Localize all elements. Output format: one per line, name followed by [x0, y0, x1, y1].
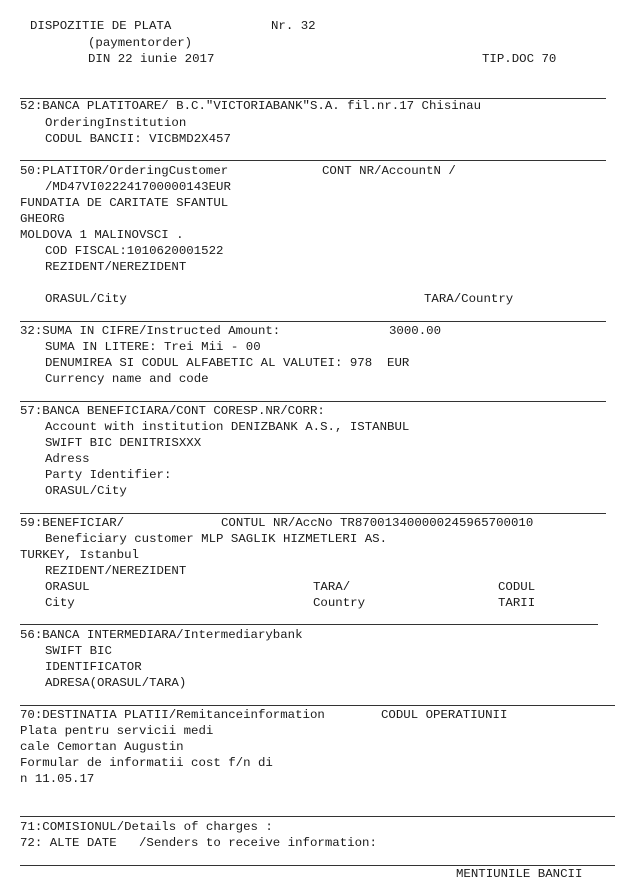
field57-city: ORASUL/City [45, 484, 127, 498]
field57-adress: Adress [45, 452, 90, 466]
field70-remittance-label: 70:DESTINATIA PLATII/Remitanceinformation [20, 708, 325, 722]
field56-identifier: IDENTIFICATOR [45, 660, 142, 674]
field50-address: MOLDOVA 1 MALINOVSCI . [20, 228, 184, 242]
field50-account: /MD47VI022241700000143EUR [45, 180, 231, 194]
field70-line3: Formular de informatii cost f/n di [20, 756, 273, 770]
field52-ordering-bank: 52:BANCA PLATITOARE/ B.C."VICTORIABANK"S.A. fil.nr.17 Chisinau [20, 99, 482, 113]
field59-location: TURKEY, Istanbul [20, 548, 139, 562]
field56-intermediary-bank: 56:BANCA INTERMEDIARA/Intermediarybank [20, 628, 303, 642]
field50-name-line1: FUNDATIA DE CARITATE SFANTUL [20, 196, 229, 210]
field50-resident: REZIDENT/NEREZIDENT [45, 260, 187, 274]
document-number: Nr. 32 [271, 19, 316, 33]
field71-charges: 71:COMISIONUL/Details of charges : [20, 820, 273, 834]
field50-fiscal-code: COD FISCAL:1010620001522 [45, 244, 224, 258]
field59-account: CONTUL NR/AccNo TR870013400000245965700010 [221, 516, 534, 530]
field70-line1: Plata pentru servicii medi [20, 724, 214, 738]
field50-name-line2: GHEORG [20, 212, 65, 226]
field57-party-identifier: Party Identifier: [45, 468, 172, 482]
field50-city: ORASUL/City [45, 292, 127, 306]
field32-currency: DENUMIREA SI CODUL ALFABETIC AL VALUTEI: 978 EUR [45, 356, 410, 370]
field72-other-data: 72: ALTE DATE /Senders to receive information: [20, 836, 377, 850]
field57-beneficiary-bank: 57:BANCA BENEFICIARA/CONT CORESP.NR/CORR: [20, 404, 325, 418]
field59-city: City [45, 596, 75, 610]
divider [20, 160, 606, 161]
field32-currency-en: Currency name and code [45, 372, 209, 386]
field56-swift: SWIFT BIC [45, 644, 112, 658]
field70-operation-code: CODUL OPERATIUNII [381, 708, 508, 722]
field32-amount: 3000.00 [389, 324, 442, 338]
bank-notes-label: MENTIUNILE BANCII [456, 867, 583, 881]
field59-codul: CODUL [498, 580, 536, 594]
field56-address: ADRESA(ORASUL/TARA) [45, 676, 187, 690]
field50-payer-label: 50:PLATITOR/OrderingCustomer [20, 164, 229, 178]
field70-line2: cale Cemortan Augustin [20, 740, 184, 754]
divider [20, 321, 606, 322]
field32-amount-words: SUMA IN LITERE: Trei Mii - 00 [45, 340, 261, 354]
field52-ordering-institution: OrderingInstitution [45, 116, 187, 130]
field32-amount-label: 32:SUMA IN CIFRE/Instructed Amount: [20, 324, 281, 338]
field50-account-label: CONT NR/AccountN / [322, 164, 456, 178]
divider [20, 816, 615, 817]
field70-line4: n 11.05.17 [20, 772, 95, 786]
field59-tara: TARA/ [313, 580, 351, 594]
document-title: DISPOZITIE DE PLATA [30, 19, 172, 33]
divider [20, 705, 615, 706]
document-type: TIP.DOC 70 [482, 52, 557, 66]
field59-beneficiary-label: 59:BENEFICIAR/ [20, 516, 125, 530]
document-date: DIN 22 iunie 2017 [88, 52, 215, 66]
field59-orasul: ORASUL [45, 580, 90, 594]
field50-country: TARA/Country [424, 292, 514, 306]
field57-account-with: Account with institution DENIZBANK A.S., ISTANBUL [45, 420, 410, 434]
field59-tarii: TARII [498, 596, 536, 610]
divider [20, 401, 606, 402]
divider [20, 624, 598, 625]
field52-bank-code: CODUL BANCII: VICBMD2X457 [45, 132, 231, 146]
field59-customer: Beneficiary customer MLP SAGLIK HIZMETLERI AS. [45, 532, 388, 546]
divider [20, 513, 606, 514]
field59-resident: REZIDENT/NEREZIDENT [45, 564, 187, 578]
field57-swift: SWIFT BIC DENITRISXXX [45, 436, 202, 450]
document-subtitle: (paymentorder) [88, 36, 193, 50]
field59-country: Country [313, 596, 366, 610]
